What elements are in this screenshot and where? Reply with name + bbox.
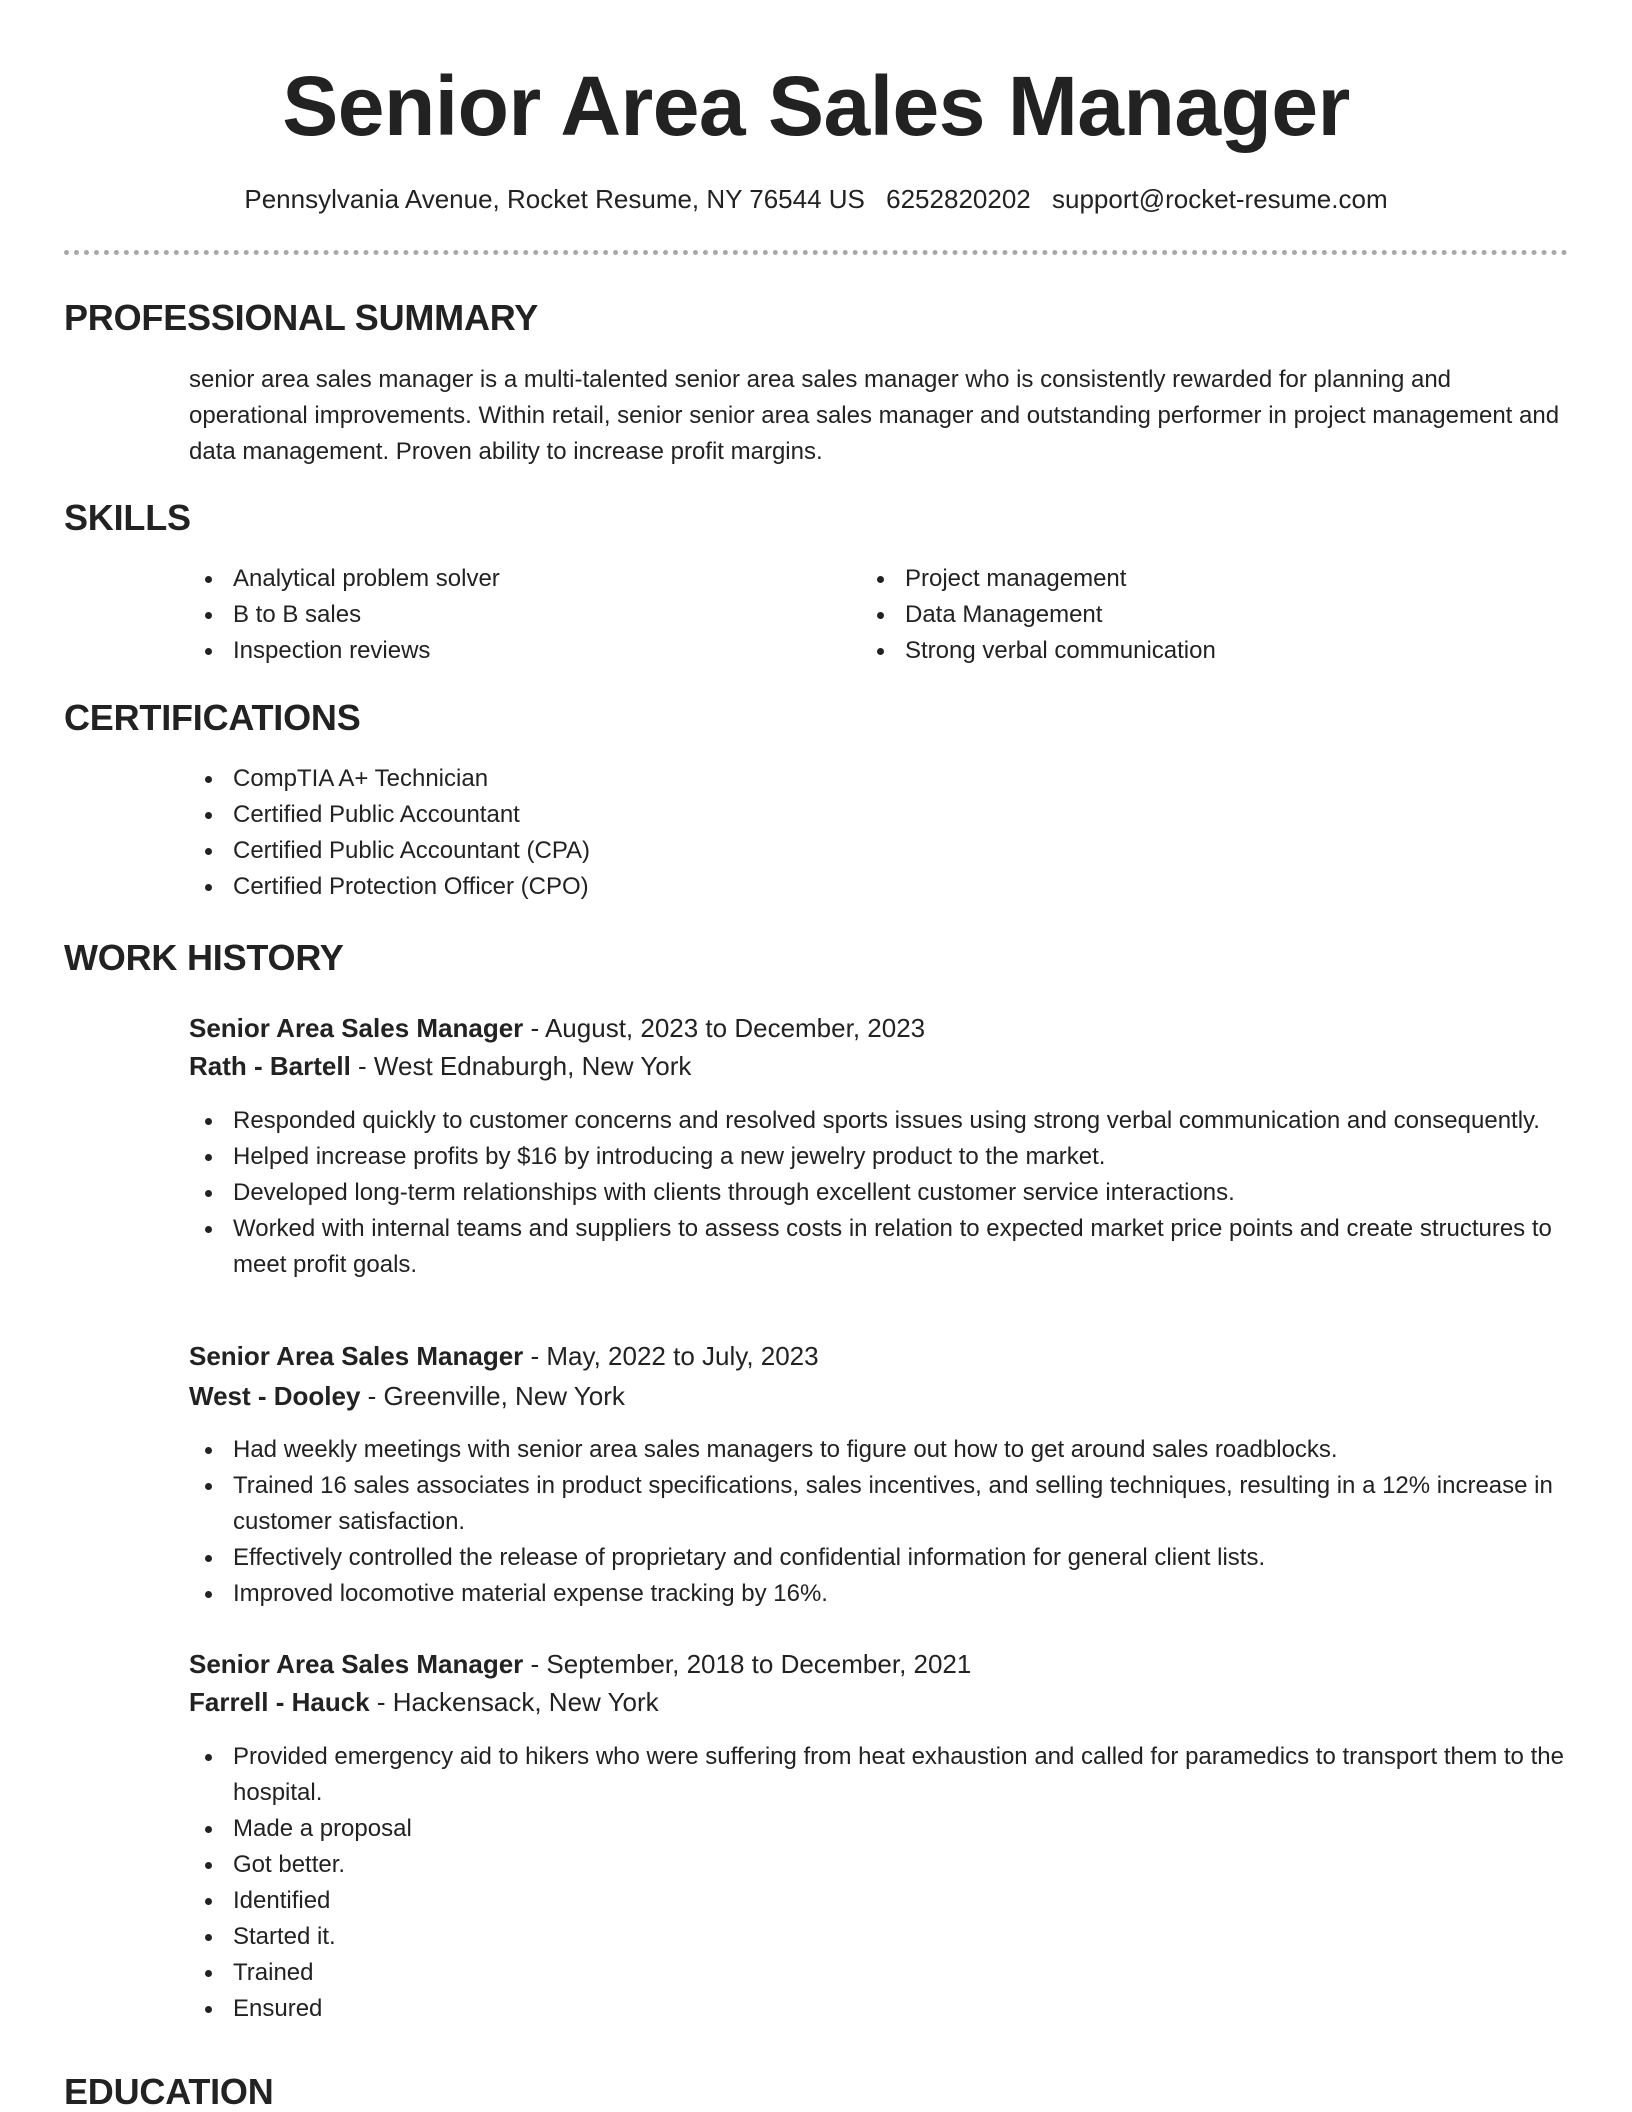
job-bullet: Identified: [189, 1883, 1564, 1919]
job-bullet: Got better.: [189, 1847, 1564, 1883]
job-company-line: [189, 1684, 659, 1720]
skill-item: Inspection reviews: [189, 633, 829, 669]
job-company-line: [189, 1378, 625, 1414]
job-bullets: [189, 1103, 1564, 1283]
job-title-line: [189, 1338, 819, 1374]
contact-line: [0, 182, 1632, 216]
job-bullet: Provided emergency aid to hikers who were suffering from heat exhaustion and called for paramedics to transport them to the hospital.: [189, 1739, 1564, 1811]
summary-text: senior area sales manager is a multi-talented senior area sales manager who is consistently rewarded for planning and operational improvements. Within retail, senior senior area sales manager and outstanding performer in project management and data management. Proven ability to increase profit margins.: [189, 366, 1560, 465]
job-company-line: [189, 1048, 691, 1084]
job-bullet: Started it.: [189, 1919, 1564, 1955]
skills-section-title: SKILLS: [64, 497, 191, 538]
job-company: Farrell - Hauck: [189, 1687, 370, 1717]
certifications-list: [189, 761, 1559, 905]
skill-item: Project management: [861, 561, 1561, 597]
header-divider: [64, 250, 1568, 255]
education-section-title: EDUCATION: [64, 2071, 274, 2112]
job-bullet: Improved locomotive material expense tracking by 16%.: [189, 1576, 1564, 1612]
certification-item: CompTIA A+ Technician: [189, 761, 1559, 797]
job-dates: - May, 2022 to July, 2023: [523, 1341, 819, 1371]
contact-email: support@rocket-resume.com: [1051, 184, 1388, 214]
job-bullet: Trained 16 sales associates in product specifications, sales incentives, and selling techniques, resulting in a 12% increase in customer satisfaction.: [189, 1468, 1564, 1540]
job-role: Senior Area Sales Manager: [189, 1649, 524, 1679]
skill-item: Data Management: [861, 597, 1561, 633]
job-role: Senior Area Sales Manager: [189, 1341, 524, 1371]
job-bullet: Helped increase profits by $16 by introducing a new jewelry product to the market.: [189, 1139, 1564, 1175]
work-history-section-title: WORK HISTORY: [64, 937, 344, 978]
job-role: Senior Area Sales Manager: [189, 1013, 524, 1043]
job-title-line: [189, 1010, 925, 1046]
skill-item: Strong verbal communication: [861, 633, 1561, 669]
summary-section-title: PROFESSIONAL SUMMARY: [64, 297, 539, 338]
certification-item: Certified Public Accountant (CPA): [189, 833, 1559, 869]
job-bullet: Worked with internal teams and suppliers to assess costs in relation to expected market price points and create structures to meet profit goals.: [189, 1211, 1564, 1283]
job-location: - Greenville, New York: [360, 1381, 625, 1411]
certification-item: Certified Public Accountant: [189, 797, 1559, 833]
job-bullet: Made a proposal: [189, 1811, 1564, 1847]
contact-phone: 6252820202: [886, 184, 1031, 214]
job-dates: - August, 2023 to December, 2023: [523, 1013, 926, 1043]
job-bullet: Effectively controlled the release of proprietary and confidential information for general client lists.: [189, 1540, 1564, 1576]
skill-item: B to B sales: [189, 597, 829, 633]
job-bullet: Ensured: [189, 1991, 1564, 2027]
job-bullets: [189, 1739, 1564, 2027]
job-company: West - Dooley: [189, 1381, 361, 1411]
job-title-line: [189, 1646, 971, 1682]
job-bullets: [189, 1432, 1564, 1612]
resume-name-heading: Senior Area Sales Manager: [282, 59, 1350, 153]
certifications-section-title: CERTIFICATIONS: [64, 697, 361, 738]
contact-address: Pennsylvania Avenue, Rocket Resume, NY 76544 US: [244, 184, 865, 214]
certification-item: Certified Protection Officer (CPO): [189, 869, 1559, 905]
job-bullet: Trained: [189, 1955, 1564, 1991]
job-location: - Hackensack, New York: [369, 1687, 659, 1717]
skill-item: Analytical problem solver: [189, 561, 829, 597]
job-company: Rath - Bartell: [189, 1051, 351, 1081]
job-dates: - September, 2018 to December, 2021: [523, 1649, 972, 1679]
skills-list-left: [189, 561, 829, 669]
job-bullet: Had weekly meetings with senior area sales managers to figure out how to get around sales roadblocks.: [189, 1432, 1564, 1468]
job-bullet: Developed long-term relationships with clients through excellent customer service interactions.: [189, 1175, 1564, 1211]
job-bullet: Responded quickly to customer concerns and resolved sports issues using strong verbal communication and consequently.: [189, 1103, 1564, 1139]
job-location: - West Ednaburgh, New York: [350, 1051, 692, 1081]
skills-list-right: [861, 561, 1561, 669]
